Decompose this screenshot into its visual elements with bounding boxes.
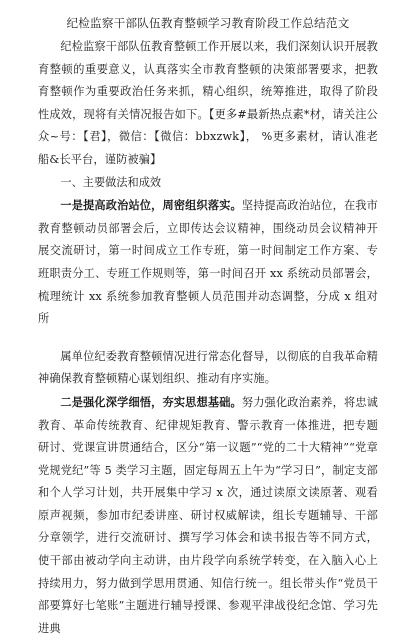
intro-paragraph: 纪检监察干部队伍教育整顿工作开展以来，我们深刻认识开展教育整顿的重要意义，认真落实全市教育整顿的决策部署要求，把教育整顿作为重要政治任务来抓，精心组织，统筹推进，取得了阶段性成效，现将有关情况报告如下。【更多#最新热点素*材，请关注公众~号：【君】，微信：【微信：bbxzwk】， %更多素材，请认准老船&长平台，谨防被骗】: [38, 40, 378, 166]
continuation-paragraph: 属单位纪委教育整顿情况进行常态化督导，以彻底的自我革命精神确保教育整顿精心谋划组织、推动有序实施。: [38, 349, 378, 386]
point1-body: 坚持提高政治站位，在我市教育整顿动员部署会后，立即传达会议精神，围绕动员会议精神开展交流研讨，第一时间成立工作专班，第一时间制定工作方案、专班职责分工、专班工作规则等，第一时间召开 xx 系统动员部署会，梳理统计 xx 系统参加教育整顿人员范围并动态调整，分成 x 组对所: [38, 199, 378, 326]
point2-body: 努力强化政治素养，将忠诚教育、革命传统教育、纪律规矩教育、警示教育一体推进，把专题研讨、党课宣讲贯通结合，区分“第一议题”“党的二十大精神”“党章党规党纪”等 5 类学习主题，固定每周五上午为“学习日”，制定支部和个人学习计划，共开展集中学习 x 次，通过读原文读原著、观看原声视频，参加市纪委讲座、研讨权威解读，组长专题辅导、干部分章领学，进行交流研讨、撰写学习体会和读书报告等不同方式，使干部由被动学向主动讲，由片段学向系统学转变，在入脑入心上持续用力，努力做到学思用贯通、知信行统一。组长带头作“党员干部要算好七笔账”主题进行辅导授课、参观平津战役纪念馆、学习先进典: [38, 395, 378, 635]
document-title: 纪检监察干部队伍教育整顿学习教育阶段工作总结范文: [66, 16, 350, 30]
point2-paragraph: [38, 391, 378, 640]
page-break-gap: [38, 331, 378, 346]
point1-lead: 一是提高政治站位，周密组织落实。: [60, 198, 242, 213]
document-page: [38, 14, 378, 640]
point2-lead: 二是强化深学细悟，夯实思想基础。: [60, 394, 242, 409]
point1-paragraph: [38, 194, 378, 331]
section-heading: 一、主要做法和成效: [60, 175, 162, 189]
